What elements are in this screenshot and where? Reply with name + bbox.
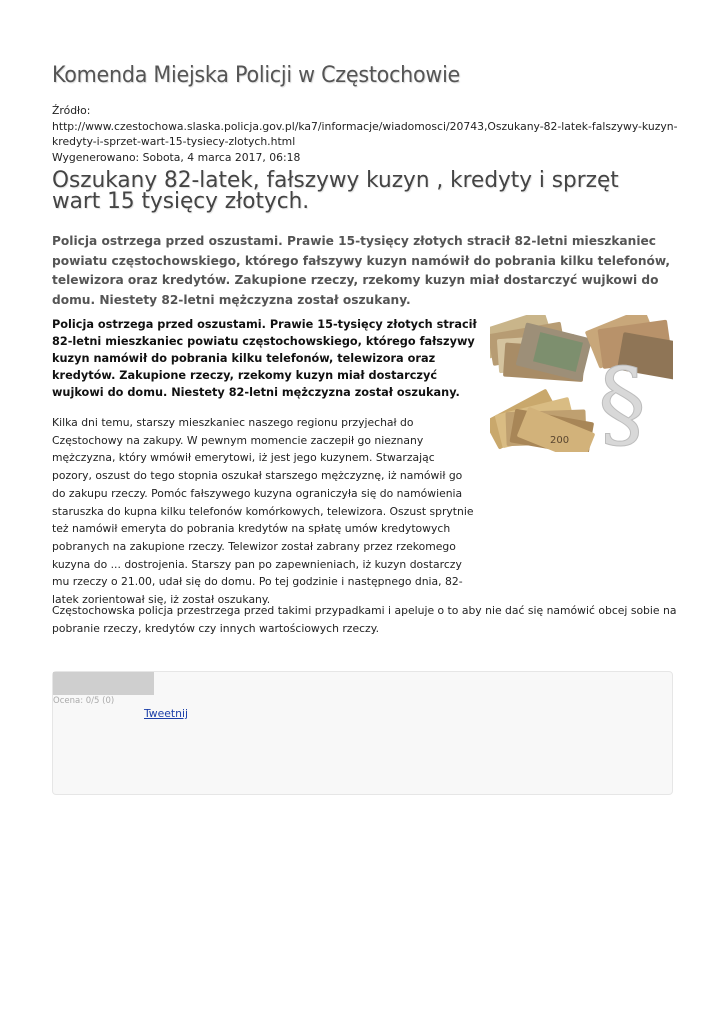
generated-date: Wygenerowano: Sobota, 4 marca 2017, 06:18: [52, 150, 301, 164]
tweet-link[interactable]: Tweetnij: [144, 707, 188, 720]
rating-text: Ocena: 0/5 (0): [53, 696, 115, 706]
article-paragraph-2: Częstochowska policja przestrzega przed takimi przypadkami i apeluje o to aby nie dać się namówić obcej sobie na pobranie rzeczy, kredytów czy innych wartościowych rzeczy.: [52, 604, 677, 635]
article-paragraph-1: Kilka dni temu, starszy mieszkaniec naszego regionu przyjechał do Częstochowy na zakupy. W pewnym momencie zaczepił go nieznany mężczyzna, który wmówił emerytowi, iż jest jego kuzynem. Stwarzając pozory, oszust do tego stopnia oszukał starszego mężczyznę, iż namówił go do zakupu rzeczy. Pomóc fałszywego kuzyna ograniczyła się do namówienia staruszka do kupna kilku telefonów komórkowych, telewizora. Oszust sprytnie też namówił emeryta do pobrania kredytów na spłatę umów kredytowych pobranych na zakupione rzeczy. Telewizor został zabrany przez rzekomego kuzyna do ... dostrojenia. Starszy pan po zapewnieniach, iż kuzyn dostarczy mu rzeczy o 21.00, udał się do domu. Po tej godzinie i następnego dnia, 82-latek zorientował się, iż został oszukany.: [52, 416, 474, 607]
rating-panel: [52, 671, 673, 795]
site-title: Komenda Miejska Policji w Częstochowie: [52, 62, 461, 88]
article-title: Oszukany 82-latek, fałszywy kuzyn , kredyty i sprzęt wart 15 tysięcy złotych.: [52, 167, 619, 214]
svg-text:200: 200: [550, 435, 570, 446]
banknotes-image: [490, 315, 673, 452]
rating-stars-bar[interactable]: [53, 672, 154, 695]
source-info: [52, 103, 682, 165]
article-image: [490, 315, 673, 452]
source-url: http://www.czestochowa.slaska.policja.gov.pl/ka7/informacje/wiadomosci/20743,Oszukany-82-latek-falszywy-kuzyn-kredyty-i-sprzet-wart-15-tysiecy-zlotych.html: [52, 119, 678, 148]
source-label: Źródło:: [52, 104, 91, 117]
article-lead-repeat: Policja ostrzega przed oszustami. Prawie 15-tysięcy złotych stracił 82-letni mieszkaniec powiatu częstochowskiego, którego fałszywy kuzyn namówił do pobrania kilku telefonów, telewizora oraz kredytów. Zakupione rzeczy, rzekomy kuzyn miał dostarczyć wujkowi do domu. Niestety 82-letni mężczyzna został oszukany.: [52, 318, 477, 399]
article-lead: Policja ostrzega przed oszustami. Prawie 15-tysięcy złotych stracił 82-letni mieszkaniec powiatu częstochowskiego, którego fałszywy kuzyn namówił do pobrania kilku telefonów, telewizora oraz kredytów. Zakupione rzeczy, rzekomy kuzyn miał dostarczyć wujkowi do domu. Niestety 82-letni mężczyzna został oszukany.: [52, 234, 671, 307]
svg-text:§: §: [598, 348, 646, 452]
